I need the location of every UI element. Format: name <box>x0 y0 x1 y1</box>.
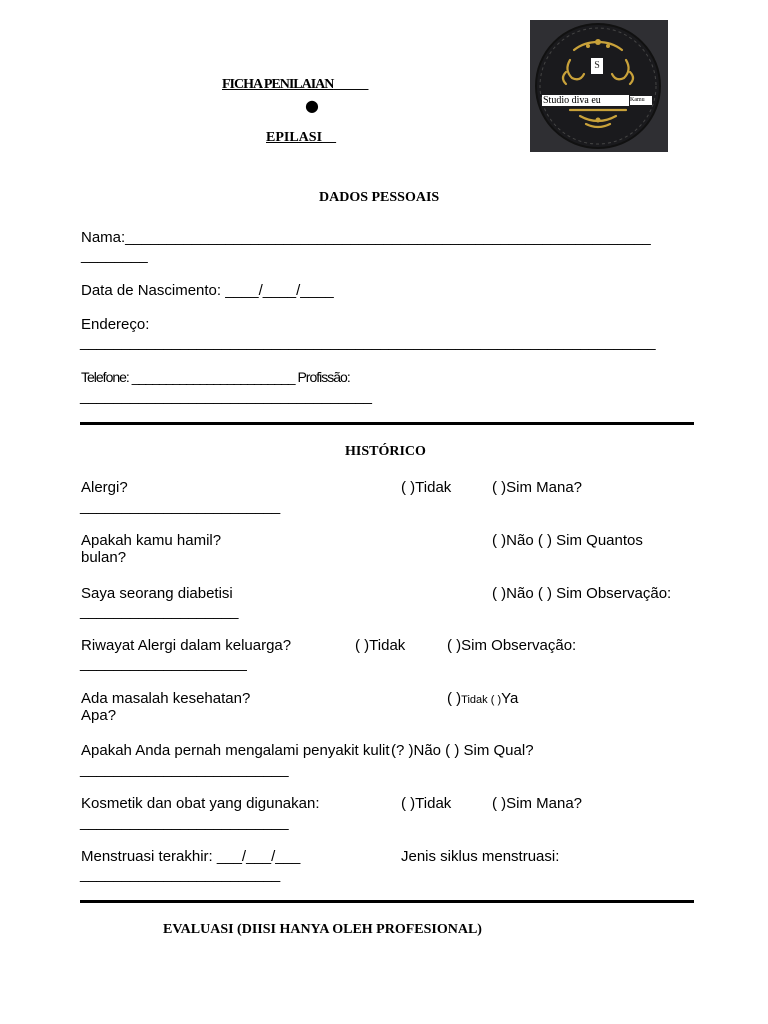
allergy-yes-option[interactable]: ( )Sim Mana? <box>492 479 583 496</box>
cosmetic-answer-field[interactable]: _________________________ <box>80 814 289 831</box>
section-divider <box>80 900 694 903</box>
family-allergy-yes-option[interactable]: ( )Sim Observação: <box>447 637 577 654</box>
family-allergy-question: Riwayat Alergi dalam keluarga? <box>81 637 292 654</box>
birth-date-field[interactable]: Data de Nascimento: ____/____/____ <box>81 282 334 299</box>
pregnant-question: Apakah kamu hamil? <box>81 532 222 549</box>
pregnant-options[interactable]: ( )Não ( ) Sim Quantos <box>492 532 643 549</box>
ornament-badge-icon <box>530 20 668 152</box>
skin-disease-answer-field[interactable]: _________________________ <box>80 761 289 778</box>
logo-tag: Kamu <box>630 96 652 105</box>
skin-disease-options[interactable]: (? )Não ( ) Sim Qual? <box>391 742 534 759</box>
diabetes-options[interactable]: ( )Não ( ) Sim Observação: <box>492 585 672 602</box>
cosmetic-no-option[interactable]: ( )Tidak <box>401 795 452 812</box>
family-allergy-answer-field[interactable]: ____________________ <box>80 655 247 672</box>
form-title: FICHA PENILAIAN_____ <box>222 77 369 92</box>
allergy-no-option[interactable]: ( )Tidak <box>401 479 452 496</box>
diabetes-answer-field[interactable]: ___________________ <box>80 603 239 620</box>
family-allergy-no-option[interactable]: ( )Tidak <box>355 637 406 654</box>
phone-profession-field[interactable]: Telefone: ________________________ Profissão: <box>81 369 350 385</box>
cycle-type-field[interactable]: ________________________ <box>80 866 281 883</box>
section-divider <box>80 422 694 425</box>
studio-logo <box>530 20 668 152</box>
cycle-type-label: Jenis siklus menstruasi: <box>401 848 560 865</box>
allergy-question: Alergi? <box>81 479 128 496</box>
health-options[interactable]: ( )Tidak ( )Ya <box>447 690 519 707</box>
cosmetic-question: Kosmetik dan obat yang digunakan: <box>81 795 320 812</box>
section-heading-personal: DADOS PESSOAIS <box>319 190 440 205</box>
address-label: Endereço: <box>81 316 150 333</box>
diabetes-question: Saya seorang diabetisi <box>81 585 233 602</box>
pregnant-months-label: bulan? <box>81 549 127 566</box>
cosmetic-yes-option[interactable]: ( )Sim Mana? <box>492 795 583 812</box>
section-heading-evaluation: EVALUASI (DIISI HANYA OLEH PROFESIONAL) <box>163 922 482 937</box>
bullet-icon: ● <box>305 96 319 115</box>
profession-field[interactable]: ___________________________________ <box>80 388 372 405</box>
allergy-answer-field[interactable]: ________________________ <box>80 498 281 515</box>
name-field[interactable]: Nama:_______________________________________________________________ <box>81 229 651 246</box>
logo-monogram: S <box>591 58 603 74</box>
name-field-continuation[interactable]: ________ <box>81 247 148 264</box>
health-what-label: Apa? <box>81 707 117 724</box>
skin-disease-question: Apakah Anda pernah mengalami penyakit kulit <box>81 742 390 759</box>
health-question: Ada masalah kesehatan? <box>81 690 251 707</box>
section-heading-history: HISTÓRICO <box>345 444 426 459</box>
last-menstruation-field[interactable]: Menstruasi terakhir: ___/___/___ <box>81 848 301 865</box>
form-subtitle: EPILASI__ <box>266 130 337 145</box>
logo-studio-name: Studio diva eu <box>542 95 629 106</box>
address-field[interactable]: _____________________________________________________________________ <box>80 334 656 351</box>
